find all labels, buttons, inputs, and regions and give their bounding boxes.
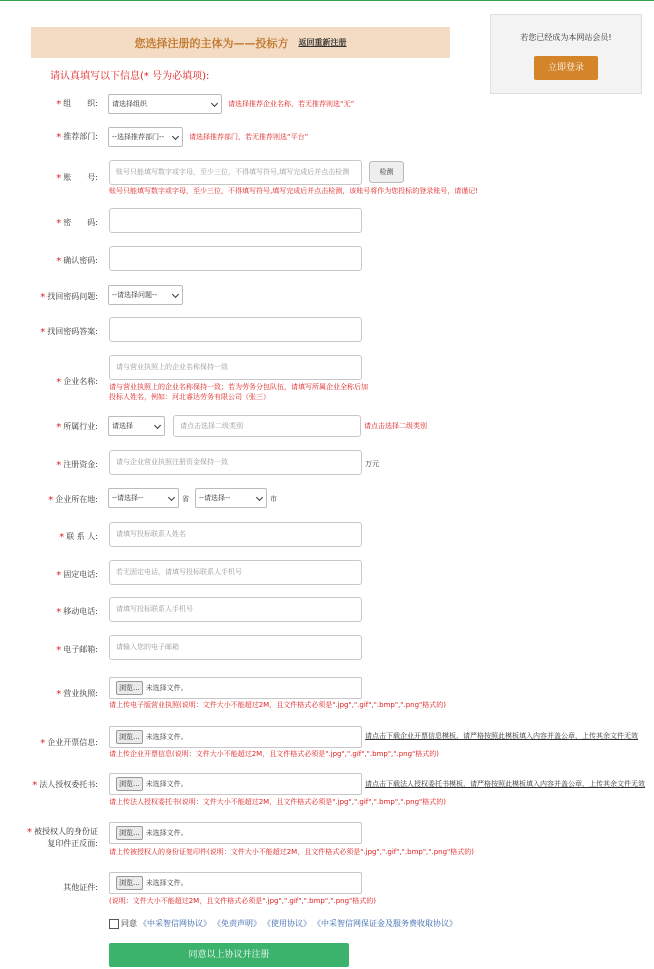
other-file-input[interactable] — [109, 872, 362, 894]
invoice-note: 请上传企业开票信息(说明：文件大小不能超过2M，且文件格式必须是".jpg",".gif",".bmp",".png"格式的) — [109, 750, 440, 758]
login-box — [490, 14, 642, 94]
agreement-link-deposit[interactable]: 《中采智信网保证金及服务费收取协议》 — [313, 919, 457, 928]
account-input[interactable]: 账号只能填写数字或字母，至少三位，不得填写符号,填写完成后并点击检测 — [109, 160, 362, 185]
company-label: * 企业名称: — [56, 377, 98, 388]
license-file-status: 未选择文件。 — [145, 684, 188, 692]
login-button[interactable]: 立即登录 — [534, 56, 598, 80]
city-unit: 市 — [270, 495, 277, 503]
id-card-note: 请上传被授权人的身份证复印件(说明：文件大小不能超过2M，且文件格式必须是".jpg",".gif",".bmp",".png"格式的) — [109, 848, 475, 856]
industry-note: 请点击选择二级类别 — [364, 422, 427, 430]
agreement-row — [109, 918, 457, 929]
invoice-template-link[interactable]: 请点击下载企业开票信息模板，请严格按照此模板填入内容并盖公章，上传其余文件无效 — [365, 732, 638, 740]
license-label: * 营业执照: — [56, 689, 98, 700]
agreement-link-usage[interactable]: 《使用协议》 — [263, 919, 311, 928]
industry-label: * 所属行业: — [56, 422, 98, 433]
id-card-browse-button[interactable]: 浏览... — [116, 826, 143, 840]
email-label: * 电子邮箱: — [56, 645, 98, 656]
mobile-input[interactable]: 请填写投标联系人手机号 — [109, 597, 362, 622]
capital-label: * 注册资金: — [56, 460, 98, 471]
province-unit: 省 — [182, 495, 189, 503]
account-note: 账号只能填写数字或字母，至少三位，不得填写符号,填写完成后并点击检测，该账号将作为您投标的登录账号，请谨记! — [109, 187, 479, 195]
submit-button[interactable]: 同意以上协议并注册 — [109, 943, 349, 967]
phone-label: * 固定电话: — [56, 570, 98, 581]
top-divider — [0, 0, 654, 1]
org-select[interactable]: 请选择组织 — [108, 94, 222, 114]
answer-input[interactable] — [109, 317, 362, 342]
contact-input[interactable]: 请填写投标联系人姓名 — [109, 522, 362, 547]
company-input[interactable]: 请与营业执照上的企业名称保持一致 — [109, 355, 362, 380]
dept-note: 请选择推荐部门，若无推荐则选“平台” — [189, 133, 309, 141]
login-box-text: 若您已经成为本网站会员! — [520, 33, 612, 42]
email-input[interactable]: 请输入您的电子邮箱 — [109, 635, 362, 660]
answer-label: * 找回密码答案: — [40, 327, 98, 338]
agree-prefix: 同意 — [121, 919, 137, 928]
agreement-link-site[interactable]: 《中采智信网协议》 — [139, 919, 211, 928]
id-card-file-input[interactable] — [109, 822, 362, 844]
city-select[interactable]: --请选择-- — [195, 488, 267, 508]
other-label: 其他证件: — [63, 883, 98, 892]
authorization-browse-button[interactable]: 浏览... — [116, 777, 143, 791]
dept-select[interactable]: --选择推荐部门-- — [108, 127, 183, 147]
license-browse-button[interactable]: 浏览... — [116, 681, 143, 695]
contact-label: * 联 系 人: — [59, 532, 98, 543]
phone-input[interactable]: 若无固定电话，请填写投标联系人手机号 — [109, 560, 362, 585]
banner-title: 您选择注册的主体为——投标方 — [134, 36, 289, 50]
license-note: 请上传电子版营业执照(说明：文件大小不能超过2M，且文件格式必须是".jpg",".gif",".bmp",".png"格式的) — [109, 701, 447, 709]
authorization-label: * 法人授权委托书: — [32, 780, 98, 791]
dept-label: * 推荐部门: — [56, 132, 98, 143]
intro-text: 请认真填写以下信息(* 号为必填项): — [50, 71, 210, 82]
province-select[interactable]: --请选择-- — [108, 488, 179, 508]
org-note: 请选择推荐企业名称，若无推荐则选“无” — [228, 100, 355, 108]
password-label: * 密 码: — [56, 218, 98, 229]
other-file-status: 未选择文件。 — [145, 879, 188, 887]
confirm-password-label: * 确认密码: — [56, 256, 98, 267]
register-banner — [31, 27, 450, 58]
company-note: 请与营业执照上的企业名称保持一致；若为劳务分包队伍，请填写所属企业全称后加投标人姓名，例如：河北睿达劳务有限公司（张三） — [109, 383, 368, 401]
question-select[interactable]: --请选择问题-- — [108, 285, 183, 305]
id-card-label: * 被授权人的身份证复印件正反面: — [27, 827, 98, 848]
org-label: * 组 织: — [56, 99, 98, 110]
industry-sub-input[interactable]: 请点击选择二级类别 — [173, 415, 361, 437]
confirm-password-input[interactable] — [109, 246, 362, 271]
invoice-label: * 企业开票信息: — [40, 738, 98, 749]
license-file-input[interactable] — [109, 677, 362, 699]
authorization-file-status: 未选择文件。 — [145, 780, 188, 788]
location-label: * 企业所在地: — [48, 495, 98, 506]
invoice-browse-button[interactable]: 浏览... — [116, 730, 143, 744]
account-label: * 账 号: — [56, 173, 98, 184]
check-button[interactable]: 检测 — [369, 161, 404, 183]
invoice-file-input[interactable] — [109, 726, 362, 748]
authorization-note: 请上传法人授权委托书(说明：文件大小不能超过2M，且文件格式必须是".jpg",".gif",".bmp",".png"格式的) — [109, 798, 447, 806]
authorization-template-link[interactable]: 请点击下载法人授权委托书模板，请严格按照此模板填入内容并盖公章，上传其余文件无效 — [365, 780, 645, 788]
invoice-file-status: 未选择文件。 — [145, 733, 188, 741]
industry-select[interactable]: 请选择 — [108, 416, 165, 436]
capital-unit: 万元 — [365, 460, 379, 468]
other-note: (说明：文件大小不能超过2M，且文件格式必须是".jpg",".gif",".bmp",".png"格式的) — [109, 897, 377, 905]
password-input[interactable] — [109, 208, 362, 233]
mobile-label: * 移动电话: — [56, 607, 98, 618]
other-browse-button[interactable]: 浏览... — [116, 876, 143, 890]
authorization-file-input[interactable] — [109, 773, 362, 795]
question-label: * 找回密码问题: — [40, 292, 98, 303]
reselect-link[interactable]: 返回重新注册 — [298, 38, 347, 47]
agreement-link-disclaimer[interactable]: 《免责声明》 — [213, 919, 261, 928]
id-card-file-status: 未选择文件。 — [145, 829, 188, 837]
agree-checkbox[interactable] — [109, 919, 119, 929]
capital-input[interactable]: 请与企业营业执照注册资金保持一致 — [109, 450, 362, 475]
